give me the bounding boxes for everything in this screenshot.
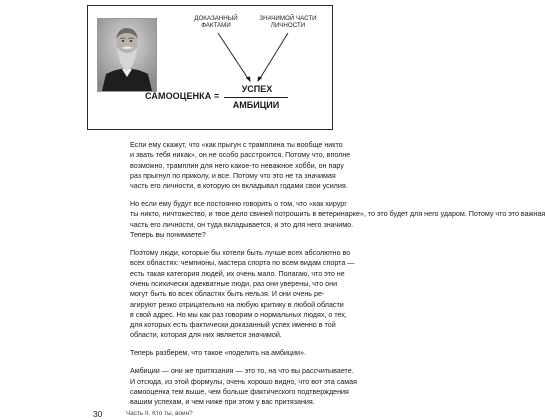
paragraph: Но если ему будут все постоянно говорить о том, что «как хирург ты никто, ничтожество, и твое дело свиней потрошить в ветеринарке», то это будет для него ударом. Потому что это важная часть его личности, он туда вкладывается, и это для него значимо. Теперь вы понимаете? <box>130 200 545 240</box>
body-text <box>130 140 545 415</box>
portrait-image <box>97 18 157 92</box>
paragraph: Поэтому люди, которые бы хотели быть лучше всех абсолютно во всех областях: чемпионы, мастера спорта по всем видам спорта — есть такая категория людей, их очень мало. Полагаю, что это не очень психически адекватные люди, раз они уверены, что они могут быть во всех областях быть нельзя. И они очень ре- агируют резко отрицательно на любую критику в любой области в свой адрес. Но мы как раз говорим о нормальных людях, о тех, для которых есть фактически доказанный успех именно в той области, которая для них является значимой. <box>130 249 355 340</box>
paragraph: Если ему скажут, что «как прыгун с трамплина ты вообще никто и звать тебя никак», он не особо расстроится. Потому что, вполне возможно, трамплин для него какое-то неважное хобби, он пару раз прыгнул по приколу, и все. Потому что это не та значимая часть его личности, в которую он вкладывал годами свои усилия. <box>130 141 351 191</box>
running-head: Часть II. Кто ты, воин? <box>126 410 193 417</box>
annotation-significant-part: ЗНАЧИМОЙ ЧАСТИ ЛИЧНОСТИ <box>259 15 317 30</box>
fraction-bar <box>224 97 288 98</box>
formula-denominator: АМБИЦИИ <box>232 100 280 110</box>
formula-label: САМООЦЕНКА = <box>145 91 220 101</box>
paragraph: Амбиции — они же притязания — это то, на что вы рассчитываете. И отсюда, из этой формулы, очень хорошо видно, что вот эта самая самооценка тем выше, чем больше фактического подтверждения вашим успехам, и чем ниже при этом у вас притязания. <box>130 367 357 407</box>
annotation-proven-by-facts: ДОКАЗАННЫЙ ФАКТАМИ <box>194 15 238 30</box>
formula-numerator: УСПЕХ <box>241 84 273 94</box>
paragraph: Теперь разберем, что такое «поделить на амбиции». <box>130 349 306 358</box>
page-number: 30 <box>93 409 103 419</box>
